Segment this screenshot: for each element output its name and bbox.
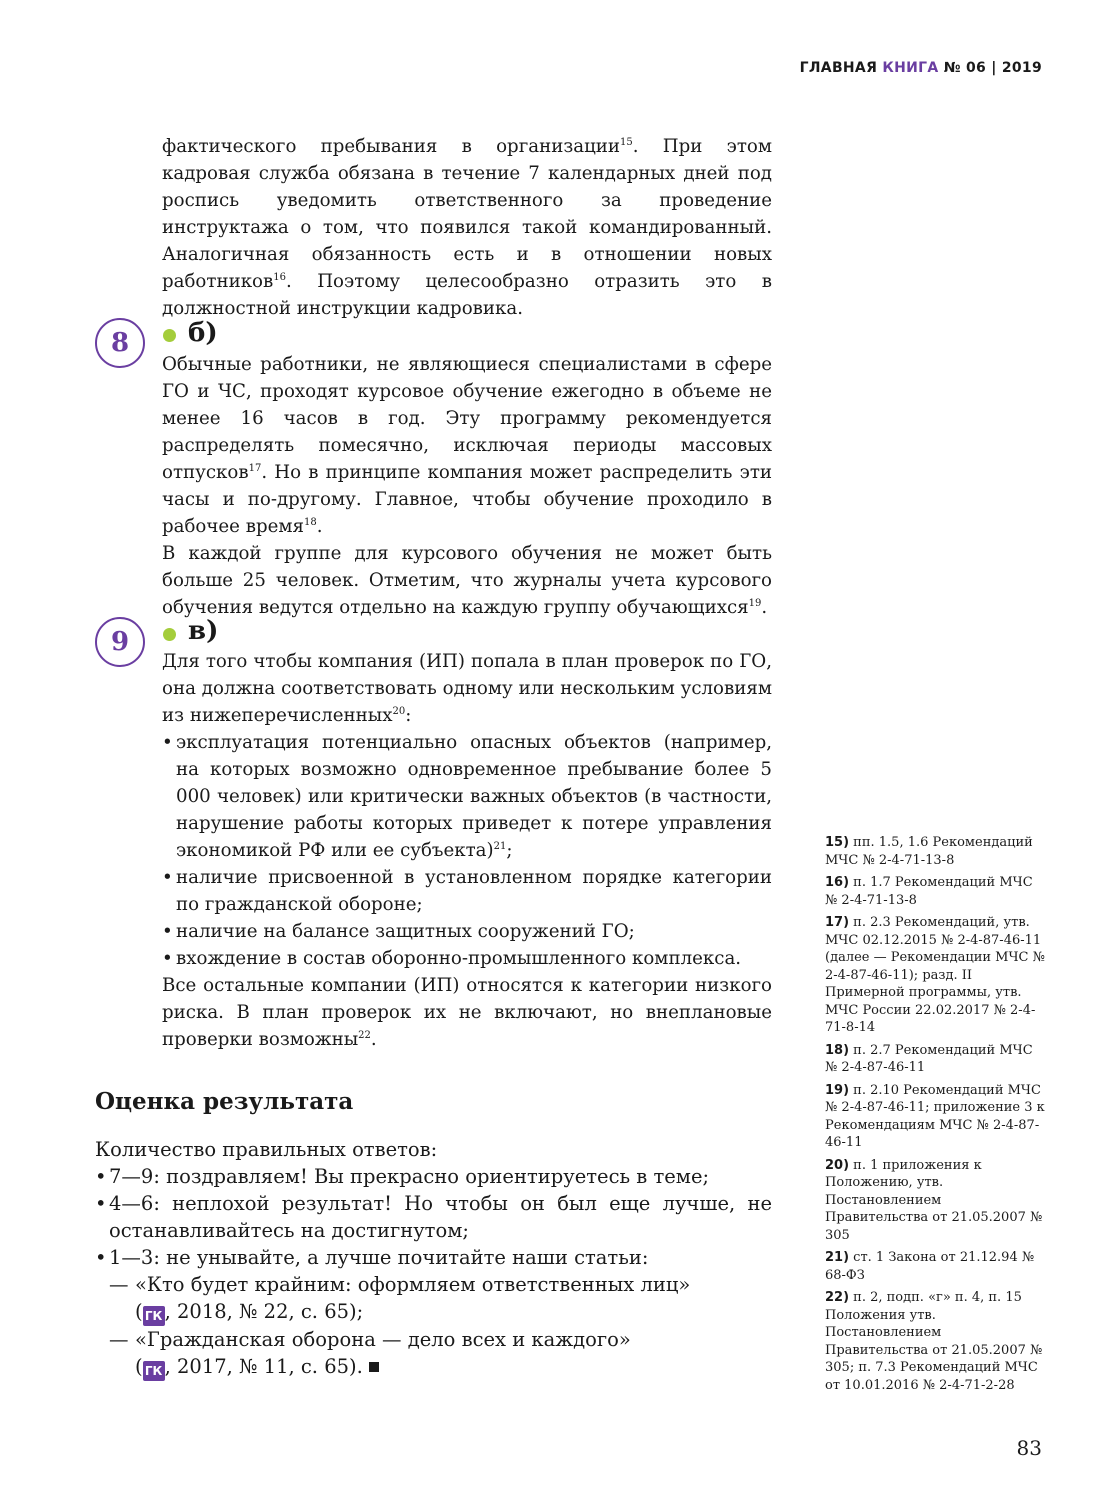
list-item: • наличие на балансе защитных сооружений ГО;	[162, 918, 772, 945]
footnotes	[825, 834, 1047, 1399]
paragraph: Обычные работники, не являющиеся специалистами в сфере ГО и ЧС, проходят курсовое обучение ежегодно в объеме не менее 16 часов в год. Эту программу рекомендуется распределять помесячно, исключая периоды массовых отпусков$^{17}$. Но в принципе компания может распределить эти часы и по-другому. Главное, чтобы обучение проходило в рабочее время$^{18}$.	[162, 354, 772, 537]
answer-explanation-8	[162, 351, 772, 621]
result-item: • 1—3: не унывайте, а лучше почитайте наши статьи:	[95, 1244, 772, 1271]
brand-name: ГЛАВНАЯ	[799, 60, 878, 76]
footnote-ref[interactable]: 20	[392, 705, 406, 717]
footnote-ref[interactable]: 16	[273, 271, 286, 283]
article-reference: , 2018, № 22, с. 65);	[164, 1300, 364, 1323]
article-link[interactable]: — «Гражданская оборона — дело всех и каждого» ( ГК , 2017, № 11, с. 65).	[95, 1326, 772, 1381]
issue-number: № 06 | 2019	[943, 60, 1042, 76]
footnote: 18) п. 2.7 Рекомендаций МЧС № 2-4-87-46-11	[825, 1042, 1033, 1075]
footnote-ref[interactable]: 15	[620, 136, 633, 148]
gk-logo-icon: ГК	[143, 1361, 165, 1381]
paragraph: Для того чтобы компания (ИП) попала в план проверок по ГО, она должна соответствовать одному или нескольким условиям из нижеперечисленных$^{20}$:	[162, 651, 772, 726]
article-link[interactable]: — «Кто будет крайним: оформляем ответственных лиц» ( ГК , 2018, № 22, с. 65);	[95, 1271, 772, 1326]
question-number-badge: 9	[95, 617, 145, 667]
paragraph: В каждой группе для курсового обучения не может быть больше 25 человек. Отметим, что журналы учета курсового обучения ведутся отдельно на каждую группу обучающихся$^{19}$.	[162, 543, 772, 618]
footnote: 21) ст. 1 Закона от 21.12.94 № 68-ФЗ	[825, 1250, 1035, 1283]
conditions-list	[162, 729, 772, 972]
page-number: 83	[1016, 1436, 1042, 1460]
article-title[interactable]: «Гражданская оборона — дело всех и каждого»	[135, 1328, 631, 1351]
gk-logo-icon: ГК	[143, 1306, 165, 1326]
article-title[interactable]: «Кто будет крайним: оформляем ответственных лиц»	[135, 1273, 691, 1296]
result-item: • 7—9: поздравляем! Вы прекрасно ориентируетесь в теме;	[95, 1163, 772, 1190]
footnote-ref[interactable]: 21	[493, 840, 507, 852]
footnote: 15) пп. 1.5, 1.6 Рекомендаций МЧС № 2-4-71-13-8	[825, 835, 1033, 868]
question-number-badge: 8	[95, 318, 145, 368]
footnote-ref[interactable]: 17	[248, 462, 262, 474]
footnote: 19) п. 2.10 Рекомендаций МЧС № 2-4-87-46-11; приложение 3 к Рекомендациям МЧС № 2-4-87-46-11	[825, 1082, 1045, 1150]
footnote: 16) п. 1.7 Рекомендаций МЧС № 2-4-71-13-8	[825, 875, 1033, 908]
footnote: 17) п. 2.3 Рекомендаций, утв. МЧС 02.12.2015 № 2-4-87-46-11 (далее — Рекомендации МЧС № 2-4-87-46-11); разд. II Примерной программы, утв. МЧС России 22.02.2017 № 2-4-71-8-14	[825, 915, 1045, 1035]
footnote-ref[interactable]: 19	[748, 597, 762, 609]
answer-dot-icon	[163, 628, 176, 641]
end-of-article-icon	[369, 1362, 379, 1372]
footnote-ref[interactable]: 18	[303, 516, 317, 528]
section-heading: Оценка результата	[95, 1088, 354, 1115]
brand-name-accent: КНИГА	[882, 60, 939, 76]
list-item: • вхождение в состав оборонно-промышленного комплекса.	[162, 945, 772, 972]
running-header	[800, 60, 1042, 76]
intro-text: фактического пребывания в организации$^{15}$. При этом кадровая служба обязана в течение 7 календарных дней под роспись уведомить ответственного за проведение инструктажа о том, что появился такой командированный. Аналогичная обязанность есть и в отношении новых работников$^{16}$. Поэтому целесообразно отразить это в должностной инструкции кадровика.	[162, 136, 772, 319]
paragraph: Все остальные компании (ИП) относятся к категории низкого риска. В план проверок их не включают, но внеплановые проверки возможны$^{22}$.	[162, 975, 772, 1050]
footnote: 20) п. 1 приложения к Положению, утв. Постановлением Правительства от 21.05.2007 № 305	[825, 1157, 1043, 1243]
answer-letter: в)	[188, 616, 219, 646]
result-intro: Количество правильных ответов:	[95, 1138, 438, 1161]
list-item: • наличие присвоенной в установленном порядке категории по гражданской обороне;	[162, 864, 772, 918]
list-item: • эксплуатация потенциально опасных объектов (например, на которых возможно одновременное пребывание более 5 000 человек) или критически важных объектов (в частности, нарушение работы которых приведет к потере управления экономикой РФ или ее субъекта)$^{21}$;	[162, 729, 772, 864]
result-block	[95, 1136, 772, 1381]
intro-paragraph	[162, 133, 772, 322]
article-reference: , 2017, № 11, с. 65).	[164, 1355, 363, 1378]
answer-dot-icon	[163, 329, 176, 342]
answer-letter: б)	[188, 318, 218, 348]
answer-explanation-9	[162, 648, 772, 1053]
result-item: • 4—6: неплохой результат! Но чтобы он был еще лучше, не останавливайтесь на достигнутом;	[95, 1190, 772, 1244]
footnote-ref[interactable]: 22	[358, 1029, 371, 1041]
footnote: 22) п. 2, подп. «г» п. 4, п. 15 Положения утв. Постановлением Правительства от 21.05.2007 № 305; п. 7.3 Рекомендаций МЧС от 10.01.2016 № 2-4-71-2-28	[825, 1290, 1043, 1393]
